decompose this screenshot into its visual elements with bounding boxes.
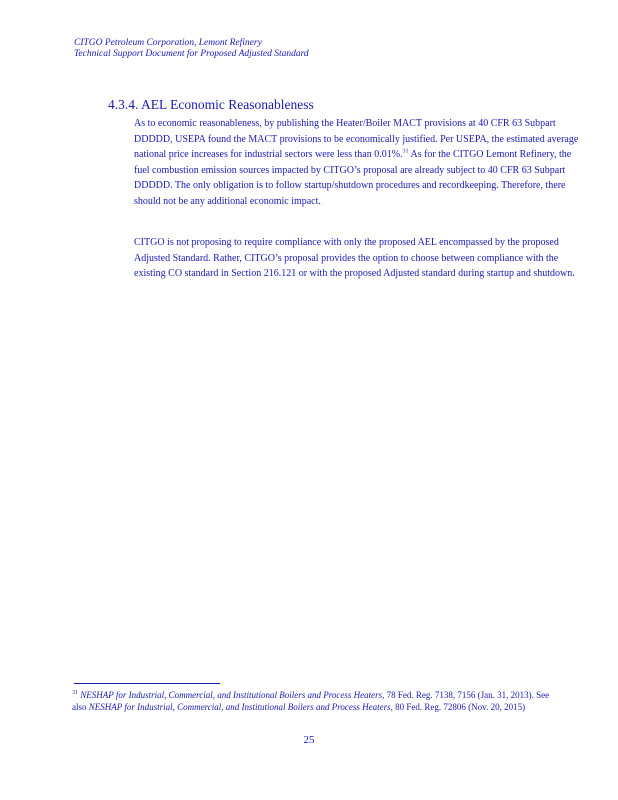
footnote-mark: 31	[72, 690, 78, 696]
paragraph-2-text: CITGO is not proposing to require compliance with only the proposed AEL encompassed by the proposed Adjusted Standard. Rather, CITGO’s proposal provides the option to choose between compliance with the existing CO standard in Section 216.121 or with the proposed Adjusted standard during startup and shutdown.	[134, 237, 575, 279]
body-paragraph-1	[134, 116, 584, 209]
document-header	[74, 38, 309, 60]
footnote-separator-rule	[74, 683, 220, 684]
footnote-citation-2: , 80 Fed. Reg. 72806 (Nov. 20, 2015)	[390, 702, 526, 712]
paragraph-1-text-after-footnote: As for the CITGO Lemont Refinery, the fuel combustion emission sources impacted by CITGO’s proposal are already subject to 40 CFR 63 Subpart DDDDD. The only obligation is to follow startup/shutdown procedures and recordkeeping. Therefore, there should not be any additional economic impact.	[134, 149, 572, 207]
footnote	[72, 689, 552, 713]
footnote-title-1: NESHAP for Industrial, Commercial, and Institutional Boilers and Process Heaters	[80, 690, 383, 700]
section-heading: 4.3.4. AEL Economic Reasonableness	[108, 97, 314, 112]
footnote-citation-1: , 78 Fed. Reg. 7138, 7156 (Jan. 31, 2013). See also	[72, 690, 550, 712]
footnote-reference-mark[interactable]: 31	[402, 148, 409, 155]
header-document-title-line: Technical Support Document for Proposed Adjusted Standard	[74, 49, 309, 59]
page-number: 25	[303, 734, 315, 746]
body-paragraph-2	[134, 235, 584, 282]
paragraph-1-text-before-footnote: As to economic reasonableness, by publishing the Heater/Boiler MACT provisions at 40 CFR 63 Subpart DDDDD, USEPA found the MACT provisions to be economically justified. Per USEPA, the estimated average national price increases for industrial sectors were less than 0.01%.	[134, 118, 579, 160]
header-company-line: CITGO Petroleum Corporation, Lemont Refinery	[74, 38, 262, 48]
footnote-title-2: NESHAP for Industrial, Commercial, and Institutional Boilers and Process Heaters	[88, 702, 391, 712]
